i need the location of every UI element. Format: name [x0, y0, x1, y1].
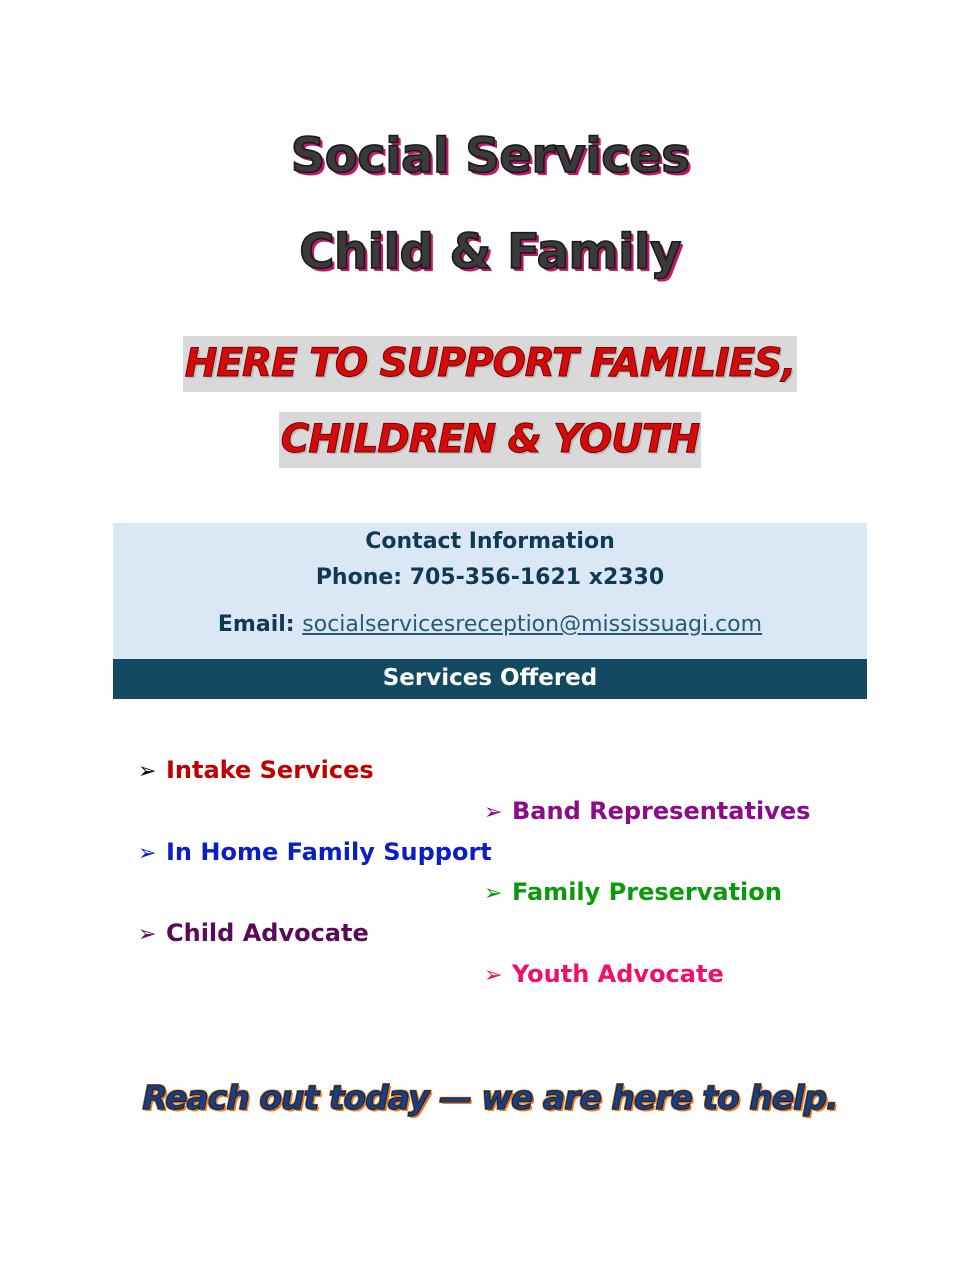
tagline-line-2	[0, 412, 980, 468]
service-label: Child Advocate	[166, 919, 369, 947]
service-label: Intake Services	[166, 756, 374, 784]
arrow-bullet-icon: ➢	[138, 759, 157, 784]
tagline-line-1	[0, 336, 980, 392]
service-item-child-advocate	[138, 919, 369, 947]
closing-message: Reach out today — we are here to help.	[142, 1078, 838, 1117]
arrow-bullet-icon: ➢	[484, 800, 503, 825]
tagline-text-1: HERE TO SUPPORT FAMILIES,	[183, 336, 797, 392]
contact-box	[113, 523, 867, 659]
arrow-bullet-icon: ➢	[138, 922, 157, 947]
services-heading: Services Offered	[113, 659, 867, 699]
tagline-text-2: CHILDREN & YOUTH	[279, 412, 701, 468]
service-label: Family Preservation	[512, 878, 782, 906]
arrow-bullet-icon: ➢	[484, 963, 503, 988]
contact-phone: Phone: 705-356-1621 x2330	[315, 565, 665, 590]
service-item-youth-advocate	[484, 960, 724, 988]
service-item-band-representatives	[484, 797, 810, 825]
arrow-bullet-icon: ➢	[484, 881, 503, 906]
service-label: Band Representatives	[512, 797, 811, 825]
contact-heading: Contact Information	[365, 529, 615, 554]
email-label: Email:	[217, 612, 295, 637]
contact-email-row	[113, 612, 867, 637]
service-label: In Home Family Support	[166, 838, 492, 866]
page-subtitle: Child & Family	[299, 224, 681, 280]
service-item-in-home-family-support	[138, 838, 492, 866]
arrow-bullet-icon: ➢	[138, 841, 157, 866]
service-item-intake	[138, 756, 374, 784]
email-link[interactable]: socialservicesreception@mississuagi.com	[302, 612, 763, 637]
service-item-family-preservation	[484, 878, 782, 906]
page-title: Social Services	[290, 128, 690, 184]
service-label: Youth Advocate	[512, 960, 724, 988]
